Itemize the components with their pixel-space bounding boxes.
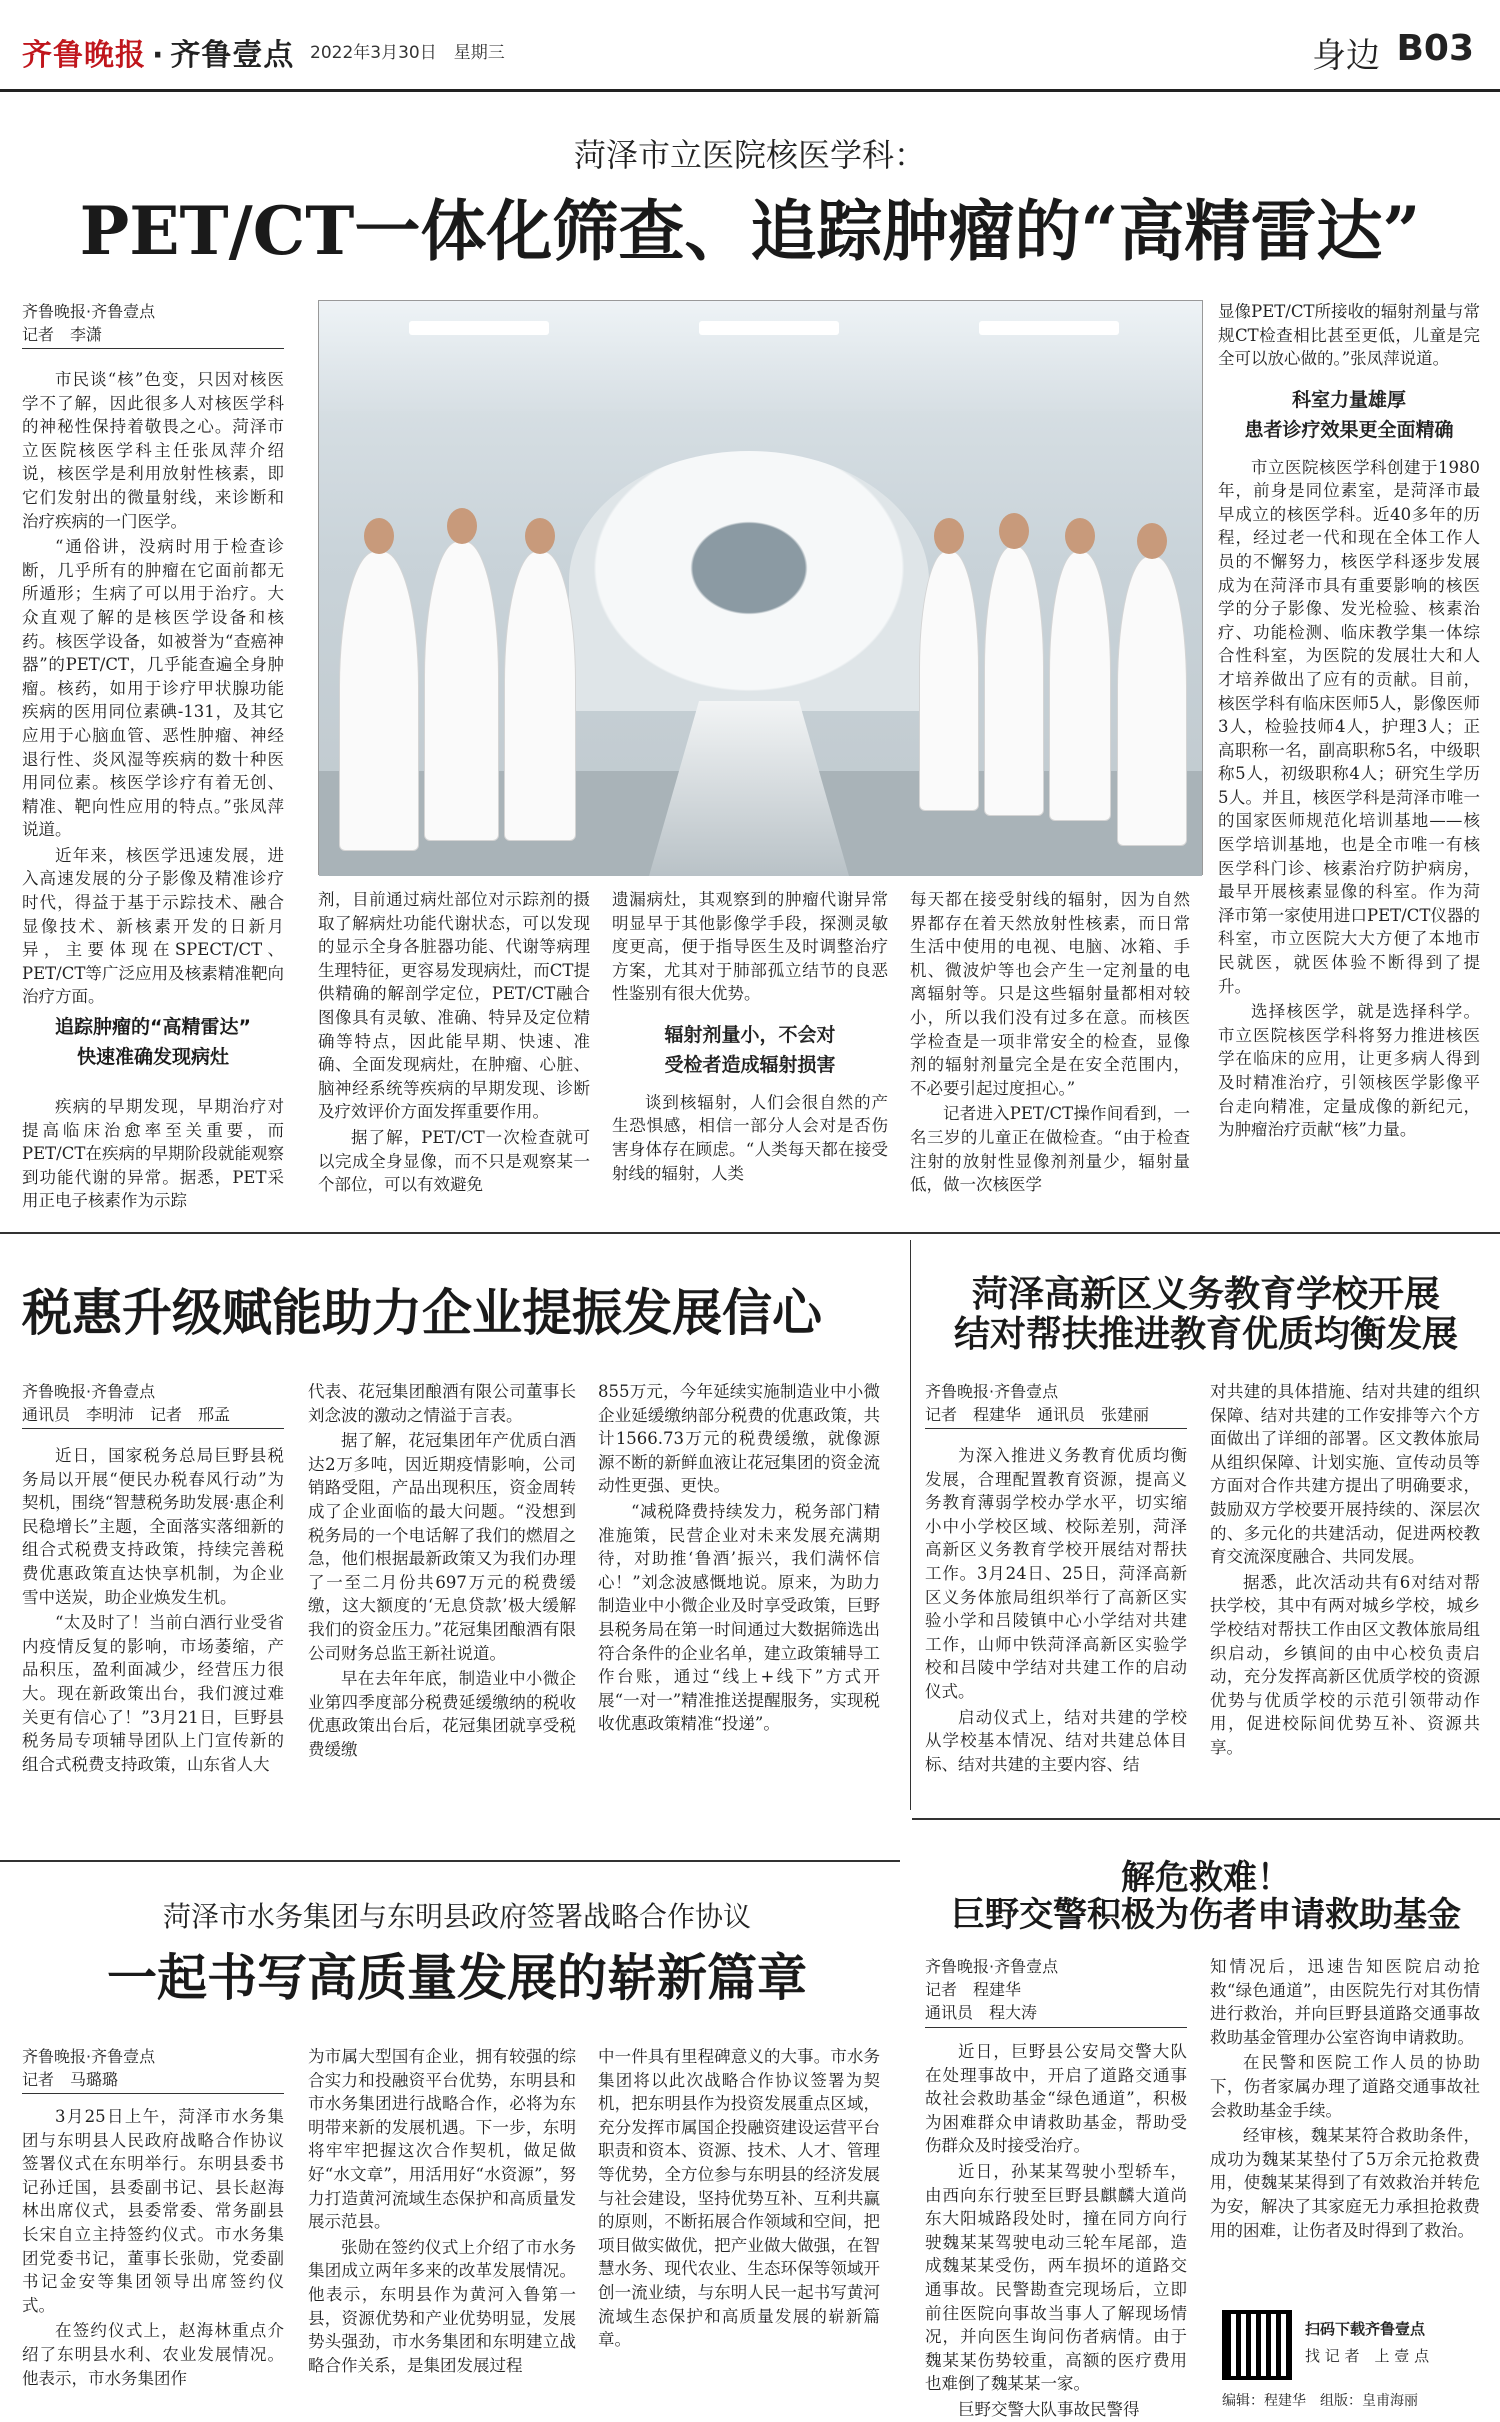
a2-column-3: 855万元，今年延续实施制造业中小微企业延缓缴纳部分税费的优惠政策，共计1566.73万元的税费缓缴，就像源源不断的新鲜血液让花冠集团的资金流动性更强、更快。 “减税降费持续发力，税务部门精准施策，民营企业对未来发展充满期待，对助推‘鲁酒’振兴，我们满怀信心！”刘念波感慨地说。原来，为助力制造业中小微企业及时享受政策，巨野县税务局在第一时间通过大数据筛选出符合条件的企业名单，建立政策辅导工作台账，通过“线上+线下”方式开展“一对一”精准推送提醒服务，实现税收优惠政策精准“投递”。 — [598, 1382, 880, 1734]
a1-subhead-3: 科室力量雄厚 患者诊疗效果更全面精确 — [1244, 388, 1454, 442]
a1-byline: 齐鲁晚报·齐鲁壹点 记者 李潇 — [22, 300, 284, 349]
a1-column-1: 市民谈“核”色变，只因对核医学不了解，因此很多人对核医学科的神秘性保持着敬畏之心。菏泽市立医院核医学科主任张凤萍介绍说，核医学是利用放射性核素，即它们发射出的微量射线，来诊断和治疗疾病的一门医学。 “通俗讲，没病时用于检查诊断，几乎所有的肿瘤在它面前都无所遁形；生病了可以用于治疗。大众直观了解的是核医学设备和核药。核医学设备，如被誉为“查癌神器”的PET/CT，几乎能查遍全身肿瘤。核药，如用于诊疗甲状腺功能疾病的医用同位素碘-131，及其它应用于心脑血管、恶性肿瘤、神经退行性、炎风湿等疾病的数十种医用同位素。核医学诊疗有着无创、精准、靶向性应用的特点。”张凤萍说道。 近年来，核医学迅速发展，进入高速发展的分子影像及精准诊疗时代，得益于基于示踪技术、融合显像技术、新核素开发的日新月异，主要体现在SPECT/CT、PET/CT等广泛应用及核素精准靶向治疗方面。 — [22, 370, 284, 1007]
a1-column-1b: 疾病的早期发现，早期治疗对提高临床治愈率至关重要，而PET/CT在疾病的早期阶段就能观察到功能代谢的异常。据悉，PET采用正电子核素作为示踪 — [22, 1097, 284, 1211]
issue-date: 2022年3月30日 星期三 — [310, 43, 505, 63]
editor-credit: 编辑：程建华 组版：皇甫海丽 — [1222, 2393, 1418, 2409]
page-number: B03 — [1396, 28, 1474, 69]
a5-headline: 解危救难！ 巨野交警积极为伤者申请救助基金 — [951, 1858, 1461, 1936]
a1-column-3: 遗漏病灶，其观察到的肿瘤代谢异常明显早于其他影像学手段，探测灵敏度更高，便于指导医生及时调整治疗方案，尤其对于肺部孤立结节的良恶性鉴别有很大优势。 辐射剂量小，不会对 受检者造成辐射损害 谈到核辐射，人们会很自然的产生恐惧感，相信一部分人会对是否伤害身体存在顾虑。“人类每天都在接受射线的辐射，人类 — [612, 890, 888, 1183]
a4-kicker: 菏泽市水务集团与东明县政府签署战略合作协议 — [162, 1900, 751, 1933]
divider — [0, 1232, 1500, 1234]
a2-column-2: 代表、花冠集团酿酒有限公司董事长刘念波的激动之情溢于言表。 据了解，花冠集团年产优质白酒达2万多吨，因近期疫情影响，公司销路受阻，产品出现积压，资金周转成了企业面临的最大问题。“没想到税务局的一个电话解了我们的燃眉之急，他们根据最新政策又为我们办理了一至二月份共697万元的税费缓缴，这大额度的‘无息贷款’极大缓解我们的资金压力。”花冠集团酿酒有限公司财务总监王新社说道。 早在去年年底，制造业中小微企业第四季度部分税费延缓缴纳的税收优惠政策出台后，花冠集团就享受税费缓缴 — [308, 1382, 576, 1759]
a1-column-4: 每天都在接受射线的辐射，因为自然界都存在着天然放射性核素，而日常生活中使用的电视、电脑、冰箱、手机、微波炉等也会产生一定剂量的电离辐射等。只是这些辐射量都相对较小，所以我们没有过多在意。而核医学检查是一项非常安全的检查，显像剂的辐射剂量完全是在安全范围内，不必要引起过度担心。” 记者进入PET/CT操作间看到，一名三岁的儿童正在做检查。“由于检查注射的放射性显像剂剂量少，辐射量低，做一次核医学 — [910, 890, 1190, 1195]
a5-column-1: 近日，巨野县公安局交警大队在处理事故中，开启了道路交通事故社会救助基金“绿色通道”，积极为困难群众申请救助基金，帮助受伤群众及时接受治疗。 近日，孙某某驾驶小型轿车，由西向东行驶至巨野县麒麟大道尚东大阳城路段处时，撞在同方向行驶魏某某驾驶电动三轮车尾部，造成魏某某受伤，两车损坏的道路交通事故。民警勘查完现场后，立即前往医院向事故当事人了解现场情况，并向医生询问伤者病情。由于魏某某伤势较重，高额的医疗费用也难倒了魏某某一家。 巨野交警大队事故民警得 — [925, 2042, 1187, 2419]
a4-byline: 齐鲁晚报·齐鲁壹点 记者 马璐璐 — [22, 2045, 284, 2094]
divider — [912, 1818, 1500, 1820]
scan-prompt: 扫码下载齐鲁壹点 — [1305, 2320, 1426, 2338]
a5-byline: 齐鲁晚报·齐鲁壹点 记者 程建华 通讯员 程大涛 — [925, 1955, 1187, 2028]
a1-subhead-1: 追踪肿瘤的“高精雷达” 快速准确发现病灶 — [55, 1016, 251, 1069]
a3-column-2: 对共建的具体措施、结对共建的组织保障、结对共建的工作安排等六个方面做出了详细的部署。区文教体旅局从组织保障、计划实施、宣传动员等方面对合作共建方提出了明确要求，鼓励双方学校要开展持续的、深层次的、多元化的共建活动，促进两校教育交流深度融合、共同发展。 据悉，此次活动共有6对结对帮扶学校，其中有两对城乡学校，城乡学校结对帮扶工作由区文教体旅局组织启动，乡镇间的由中心校负责启动，充分发挥高新区优质学校的资源优势与优质学校的示范引领带动作用，促进校际间优势互补、资源共享。 — [1210, 1382, 1480, 1757]
divider — [0, 1860, 900, 1862]
section-name: 身边 — [1312, 36, 1380, 76]
masthead — [0, 0, 1500, 92]
a1-column-5: 显像PET/CT所接收的辐射剂量与常规CT检查相比甚至更低，儿童是完全可以放心做的。”张凤萍说道。 科室力量雄厚 患者诊疗效果更全面精确 市立医院核医学科创建于1980年，前身是同位素室，是菏泽市最早成立的核医学科。近40多年的历程，经过老一代和现在全体工作人员的不懈努力，核医学科逐步发展成为在菏泽市具有重要影响的核医学的分子影像、发光检验、核素治疗、功能检测、临床教学集一体综合性科室，为医院的发展壮大和人才培养做出了应有的贡献。目前，核医学科有临床医师5人，影像医师3人，检验技师4人，护理3人；正高职称一名，副高职称5名，中级职称5人，初级职称4人；研究生学历5人。并且，核医学科是菏泽市唯一的国家医师规范化培训基地——核医学培训基地，也是全市唯一有核医学科门诊、核素治疗防护病房，最早开展核素显像的科室。作为菏泽市第一家使用进口PET/CT仪器的科室，市立医院大大方便了本地市民就医，就医体验不断得到了提升。 选择核医学，就是选择科学。市立医院核医学科将努力推进核医学在临床的应用，让更多病人得到及时精准治疗，引领核医学影像平台走向精准，定量成像的新纪元，为肿瘤治疗贡献“核”力量。 — [1218, 302, 1480, 1140]
a2-column-1: 近日，国家税务总局巨野县税务局以开展“便民办税春风行动”为契机，围绕“智慧税务助发展·惠企利民稳增长”主题，全面落实落细新的组合式税费支持政策，持续完善税费优惠政策直达快享机制，为企业雪中送炭，助企业焕发生机。 “太及时了！当前白酒行业受省内疫情反复的影响，市场萎缩，产品积压，盈利面减少，经营压力很大。现在新政策出台，我们渡过难关更有信心了！”3月21日，巨野县税务局专项辅导团队上门宣传新的组合式税费支持政策，山东省人大 — [22, 1446, 284, 1774]
a5-column-2: 知情况后，迅速告知医院启动抢救“绿色通道”，由医院先行对其伤情进行救治，并向巨野县道路交通事故救助基金管理办公室咨询申请救助。 在民警和医院工作人员的协助下，伤者家属办理了道路交通事故社会救助基金手续。 经审核，魏某某符合救助条件，成功为魏某某垫付了5万余元抢救费用，使魏某某得到了有效救治并转危为安，解决了其家庭无力承担抢救费用的困难，让伤者及时得到了救治。 — [1210, 1957, 1480, 2240]
scan-subtitle: 找 记 者 上 壹 点 — [1305, 2347, 1430, 2365]
a2-byline: 齐鲁晚报·齐鲁壹点 通讯员 李明沛 记者 邢孟 — [22, 1380, 284, 1429]
divider-vertical — [910, 1240, 911, 1810]
a1-kicker: 菏泽市立医院核医学科： — [573, 136, 926, 174]
a1-subhead-2: 辐射剂量小，不会对 受检者造成辐射损害 — [664, 1023, 836, 1077]
paper-logo: 齐鲁晚报 · 齐鲁壹点 — [22, 38, 295, 73]
a3-headline: 菏泽高新区义务教育学校开展 结对帮扶推进教育优质均衡发展 — [953, 1273, 1458, 1355]
a3-column-1: 为深入推进义务教育优质均衡发展，合理配置教育资源，提高义务教育薄弱学校办学水平，切实缩小中小学校区域、校际差别，菏泽高新区义务教育学校开展结对帮扶工作。3月24日、25日，菏泽高新区义务体旅局组织举行了高新区实验小学和吕陵镇中心小学结对共建工作，山师中铁菏泽高新区实验学校和吕陵中学结对共建工作的启动仪式。 启动仪式上，结对共建的学校从学校基本情况、结对共建总体目标、结对共建的主要内容、结 — [925, 1446, 1187, 1774]
a1-headline: PET/CT一体化筛查、追踪肿瘤的“高精雷达” — [79, 192, 1421, 270]
staff-group-photo — [318, 300, 1203, 875]
a1-column-2: 剂，目前通过病灶部位对示踪剂的摄取了解病灶功能代谢状态，可以发现的显示全身各脏器功能、代谢等病理生理特征，更容易发现病灶，而CT提供精确的解剖学定位，PET/CT融合图像具有灵敏、准确、特异及定位精确等特点，因此能早期、快速、准确、全面发现病灶，在肿瘤、心脏、脑神经系统等疾病的早期发现、诊断及疗效评价方面发挥重要作用。 据了解，PET/CT一次检查就可以完成全身显像，而不只是观察某一个部位，可以有效避免 — [318, 890, 590, 1195]
a4-column-2: 为市属大型国有企业，拥有较强的综合实力和投融资平台优势，东明县和市水务集团进行战略合作，必将为东明带来新的发展机遇。下一步，东明将牢牢把握这次合作契机，做足做好“水文章”，用活用好“水资源”，努力打造黄河流域生态保护和高质量发展示范县。 张勋在签约仪式上介绍了市水务集团成立两年多来的改革发展情况。他表示，东明县作为黄河入鲁第一县，资源优势和产业优势明显，发展势头强劲，市水务集团和东明建立战略合作关系，是集团发展过程 — [308, 2047, 576, 2375]
qr-code[interactable] — [1222, 2310, 1292, 2380]
a3-byline: 齐鲁晚报·齐鲁壹点 记者 程建华 通讯员 张建丽 — [925, 1380, 1187, 1429]
a4-column-1: 3月25日上午，菏泽市水务集团与东明县人民政府战略合作协议签署仪式在东明举行。东明县委书记孙迁国，县委副书记、县长赵海林出席仪式，县委常委、常务副县长宋自立主持签约仪式。市水务集团党委书记，董事长张勋，党委副书记金安等集团领导出席签约仪式。 在签约仪式上，赵海林重点介绍了东明县水利、农业发展情况。他表示，市水务集团作 — [22, 2107, 284, 2388]
a4-headline: 一起书写高质量发展的崭新篇章 — [107, 1948, 807, 2007]
a2-headline: 税惠升级赋能助力企业提振发展信心 — [22, 1283, 822, 1342]
a4-column-3: 中一件具有里程碑意义的大事。市水务集团将以此次战略合作协议签署为契机，把东明县作为投资发展重点区域，充分发挥市属国企投融资建设运营平台职责和资本、资源、技术、人才、管理等优势，全方位参与东明县的经济发展与社会建设，坚持优势互补、互利共赢的原则，不断拓展合作领域和空间，把项目做实做优，把产业做大做强，在智慧水务、现代农业、生态环保等领域开创一流业绩，与东明人民一起书写黄河流域生态保护和高质量发展的崭新篇章。 — [598, 2047, 880, 2350]
pet-ct-scanner — [569, 451, 929, 711]
